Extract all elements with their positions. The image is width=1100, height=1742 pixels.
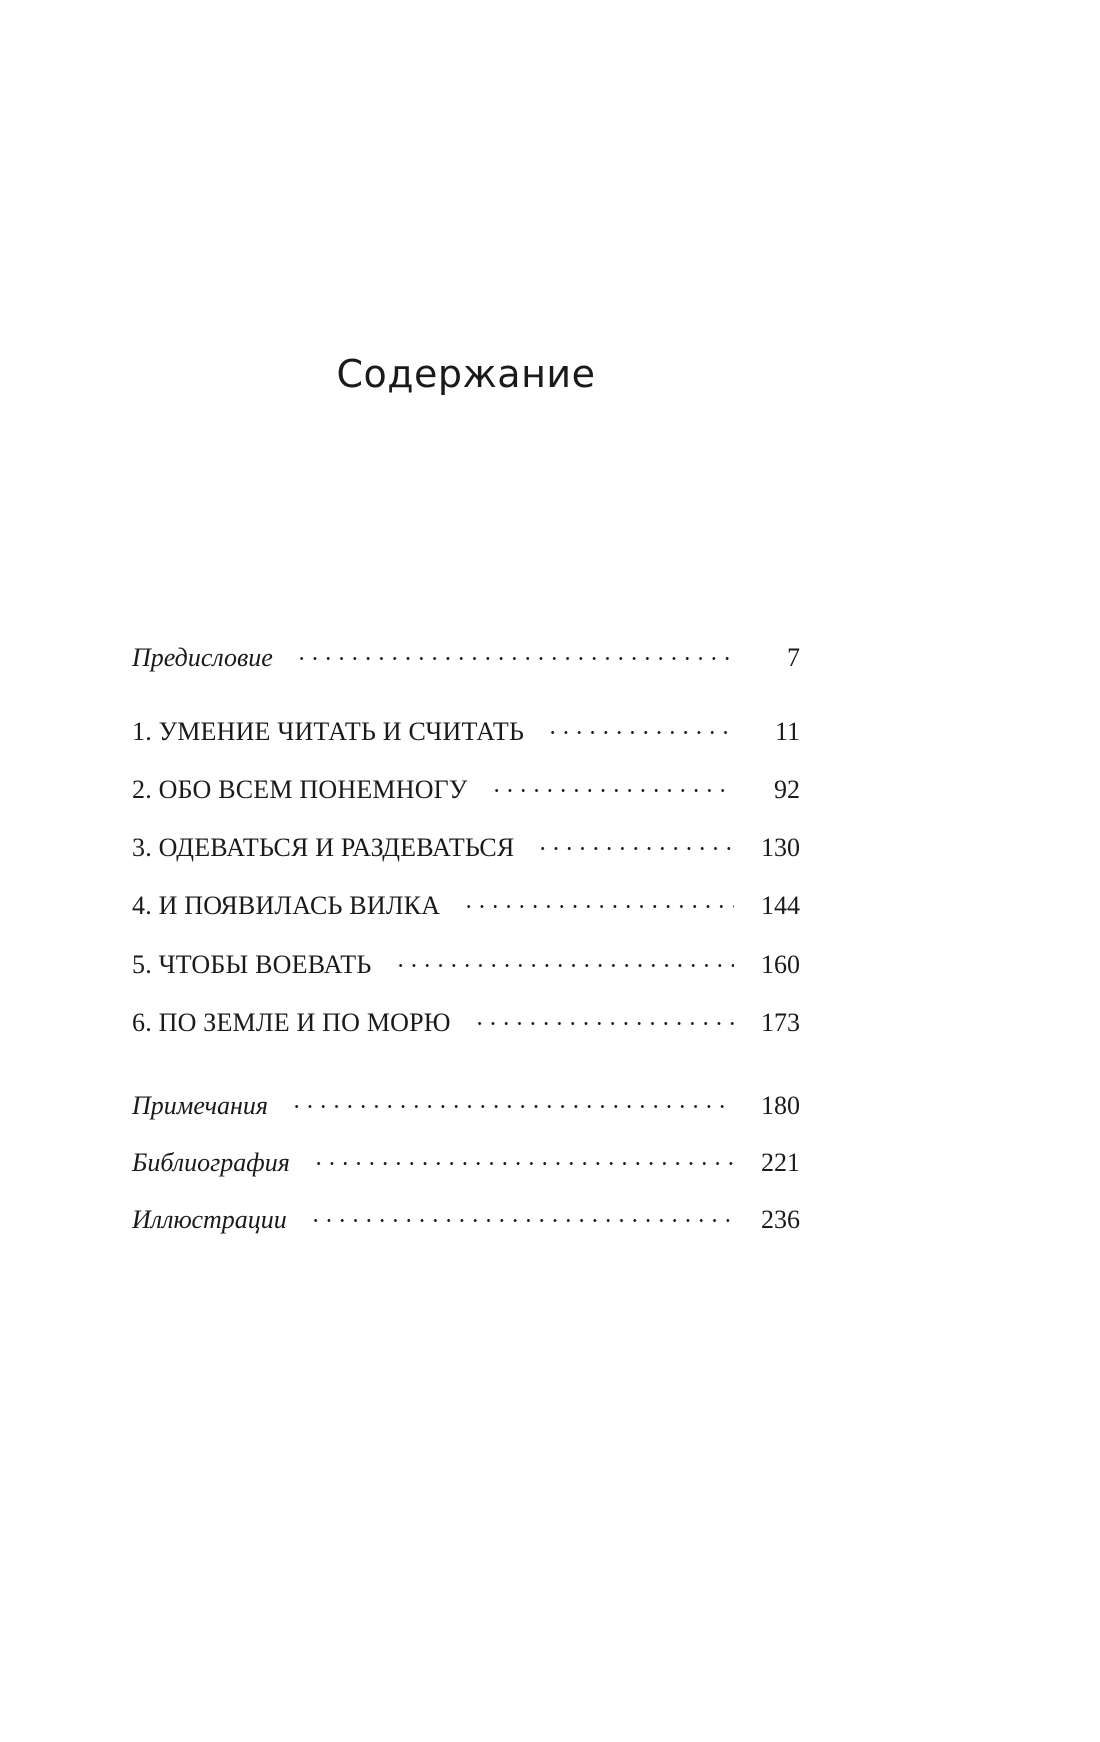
toc-entry-page-number: 236 [761,1205,800,1234]
dot-leader [546,706,734,740]
dot-leader [394,939,734,973]
toc-entry-label: 3. ОДЕВАТЬСЯ И РАЗДЕВАТЬСЯ [132,833,515,862]
toc-entry-page-number: 11 [774,717,800,746]
toc-entry-page-number: 221 [761,1148,800,1177]
toc-entry-page-number: 92 [774,775,800,804]
toc-entry-illustrations[interactable] [132,1194,800,1234]
page-title: Содержание [336,352,596,396]
toc-entry-chapter-3[interactable] [132,822,800,862]
toc-entry-label: 5. ЧТОБЫ ВОЕВАТЬ [132,950,372,979]
dot-leader [462,880,734,914]
toc-entry-label: Библиография [132,1148,290,1177]
toc-entry-label: 2. ОБО ВСЕМ ПОНЕМНОГУ [132,775,468,804]
toc-entry-label: 4. И ПОЯВИЛАСЬ ВИЛКА [132,891,441,920]
toc-entry-preface[interactable] [132,632,800,672]
dot-leader [290,1080,734,1114]
toc-entry-page-number: 144 [761,891,800,920]
toc-entry-chapter-5[interactable] [132,939,800,979]
toc-entry-page-number: 7 [787,643,800,672]
toc-entry-chapter-2[interactable] [132,764,800,804]
toc-entry-label: 1. УМЕНИЕ ЧИТАТЬ И СЧИТАТЬ [132,717,525,746]
toc-entry-page-number: 160 [761,950,800,979]
dot-leader [473,997,734,1031]
toc-entry-chapter-6[interactable] [132,997,800,1037]
toc-entry-label: Предисловие [132,643,273,672]
dot-leader [309,1194,734,1228]
toc-entry-page-number: 180 [761,1091,800,1120]
toc-entry-page-number: 130 [761,833,800,862]
dot-leader [295,632,734,666]
dot-leader [536,822,734,856]
toc-entry-bibliography[interactable] [132,1137,800,1177]
dot-leader [490,764,734,798]
toc-entry-chapter-4[interactable] [132,880,800,920]
toc-entry-label: Примечания [132,1091,268,1120]
toc-entry-chapter-1[interactable] [132,706,800,746]
toc-entry-label: 6. ПО ЗЕМЛЕ И ПО МОРЮ [132,1008,451,1037]
dot-leader [312,1137,734,1171]
toc-entry-label: Иллюстрации [132,1205,287,1234]
toc-entry-page-number: 173 [761,1008,800,1037]
toc-entry-notes[interactable] [132,1080,800,1120]
